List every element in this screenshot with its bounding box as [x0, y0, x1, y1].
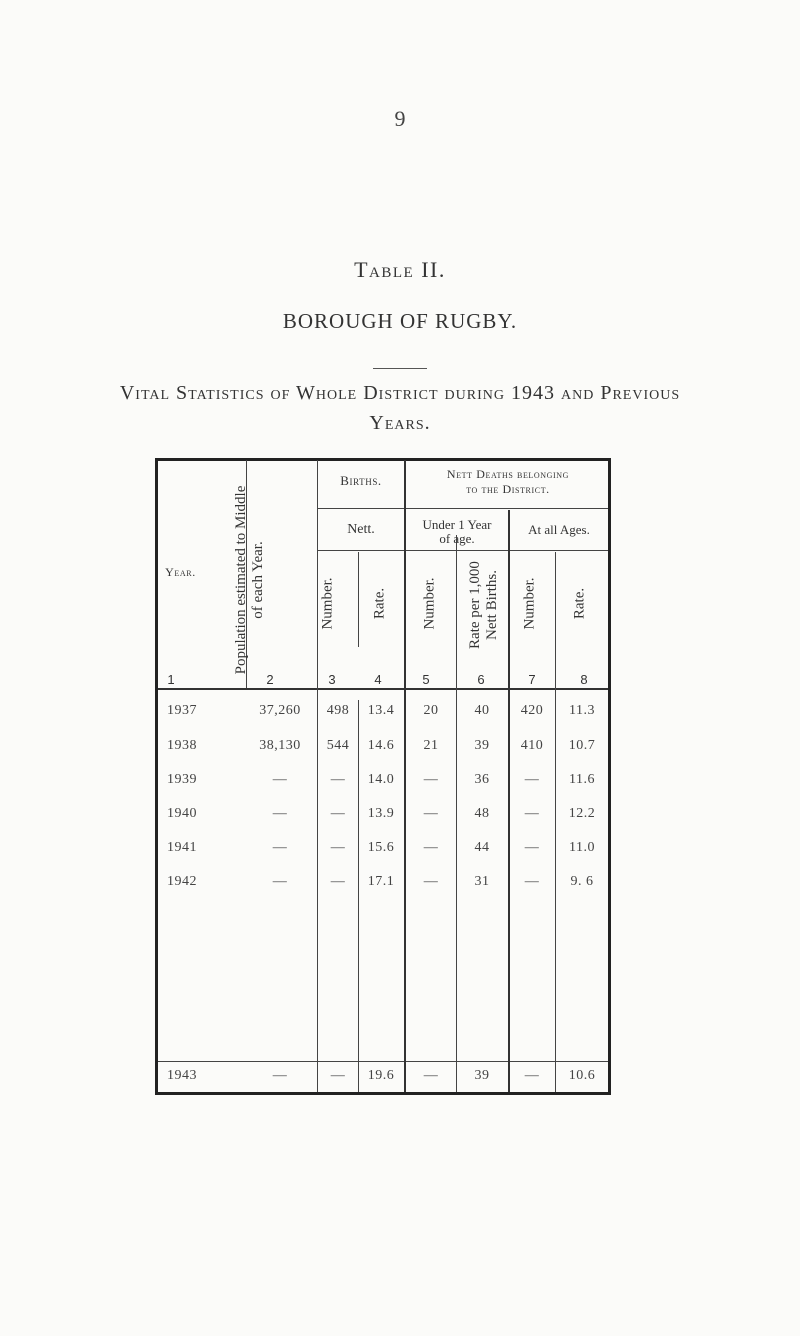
table-bottom-border	[155, 1092, 610, 1095]
table-cell: 14.6	[367, 738, 395, 753]
header-under1-line1: Under 1 Year	[422, 517, 492, 532]
col-number-4: 4	[374, 672, 382, 687]
table-title: Table II.	[354, 257, 446, 282]
table-cell: —	[524, 772, 540, 787]
col-number-8: 8	[580, 672, 588, 687]
table-cell: —	[272, 806, 288, 821]
header-population: Population estimated to Middle of each Year.	[233, 485, 266, 675]
table-cell: —	[423, 840, 439, 855]
table-cell: —	[272, 874, 288, 889]
table-cell: 13.4	[367, 703, 395, 718]
header-bottom-border	[155, 688, 610, 690]
header-all-number: Number.	[521, 577, 538, 630]
table-cell: 14.0	[367, 772, 395, 787]
table-cell: 15.6	[367, 840, 395, 855]
col-number-7: 7	[528, 672, 536, 687]
table-cell: 10.6	[568, 1068, 596, 1083]
table-cell: 44	[474, 840, 490, 855]
col-divider-7	[555, 552, 556, 1092]
table-cell: —	[524, 874, 540, 889]
deaths-group-rule	[406, 508, 609, 509]
header-births-rate: Rate.	[371, 587, 388, 620]
table-cell: —	[423, 772, 439, 787]
header-under1-line2: of age.	[439, 531, 475, 546]
table-cell: —	[423, 874, 439, 889]
table-cell: 1937	[167, 703, 197, 718]
table-cell: 39	[474, 738, 490, 753]
table-heading-line1: Vital Statistics of Whole District during 1943 and Previous	[119, 382, 681, 404]
table-cell: —	[330, 772, 346, 787]
col-number-6: 6	[477, 672, 485, 687]
table-cell: 1942	[167, 874, 197, 889]
col-divider-3-header	[358, 552, 359, 647]
table-cell: —	[272, 840, 288, 855]
col-divider-3	[358, 700, 359, 1092]
births-group-rule	[318, 508, 404, 509]
table-cell: 39	[474, 1068, 490, 1083]
page-number: 9	[394, 106, 406, 131]
table-cell: 20	[423, 703, 439, 718]
table-cell: 12.2	[568, 806, 596, 821]
last-row-rule	[155, 1061, 610, 1062]
table-cell: —	[423, 1068, 439, 1083]
table-cell: —	[330, 874, 346, 889]
table-cell: 410	[520, 738, 544, 753]
table-cell: 10.7	[568, 738, 596, 753]
table-cell: 19.6	[367, 1068, 395, 1083]
table-cell: —	[423, 806, 439, 821]
borough-heading: BOROUGH OF RUGBY.	[282, 309, 518, 333]
col-number-2: 2	[266, 672, 274, 687]
table-cell: 1943	[167, 1068, 197, 1083]
table-cell: 37,260	[259, 703, 301, 718]
title-rule	[373, 368, 427, 369]
col-number-1: 1	[167, 672, 175, 687]
table-cell: 31	[474, 874, 490, 889]
table-cell: 13.9	[367, 806, 395, 821]
header-u1-rate: Rate per 1,000 Nett Births.	[467, 561, 500, 649]
table-cell: —	[330, 1068, 346, 1083]
table-cell: 1940	[167, 806, 197, 821]
table-cell: 36	[474, 772, 490, 787]
col-divider-6	[508, 510, 510, 1092]
header-deaths-line1: Nett Deaths belonging	[446, 467, 570, 481]
table-top-border	[155, 458, 610, 461]
header-births: Births.	[340, 473, 382, 488]
table-heading-line2: Years.	[369, 412, 431, 434]
table-cell: —	[524, 840, 540, 855]
table-cell: —	[272, 1068, 288, 1083]
table-cell: 1939	[167, 772, 197, 787]
table-cell: 40	[474, 703, 490, 718]
table-cell: 544	[326, 738, 350, 753]
col-number-3: 3	[328, 672, 336, 687]
table-cell: —	[330, 806, 346, 821]
header-deaths-line2: to the District.	[466, 482, 550, 496]
table-cell: 11.3	[569, 703, 595, 718]
table-cell: —	[524, 806, 540, 821]
table-cell: 1941	[167, 840, 197, 855]
header-births-number: Number.	[319, 577, 336, 630]
header-all-rate: Rate.	[571, 587, 588, 620]
table-cell: 9. 6	[570, 874, 594, 889]
table-cell: 420	[520, 703, 544, 718]
table-cell: —	[330, 840, 346, 855]
header-nett: Nett.	[347, 522, 375, 537]
table-cell: 498	[326, 703, 350, 718]
table-cell: 11.0	[569, 840, 595, 855]
table-cell: —	[524, 1068, 540, 1083]
header-u1-number: Number.	[421, 577, 438, 630]
nett-rule	[318, 550, 404, 551]
table-cell: 38,130	[259, 738, 301, 753]
table-cell: 17.1	[367, 874, 395, 889]
table-cell: 1938	[167, 738, 197, 753]
header-all-ages: At all Ages.	[528, 522, 590, 537]
table-cell: —	[272, 772, 288, 787]
table-cell: 48	[474, 806, 490, 821]
table-cell: 11.6	[569, 772, 595, 787]
table-cell: 21	[423, 738, 439, 753]
col-number-5: 5	[422, 672, 430, 687]
header-year: Year.	[165, 565, 196, 579]
